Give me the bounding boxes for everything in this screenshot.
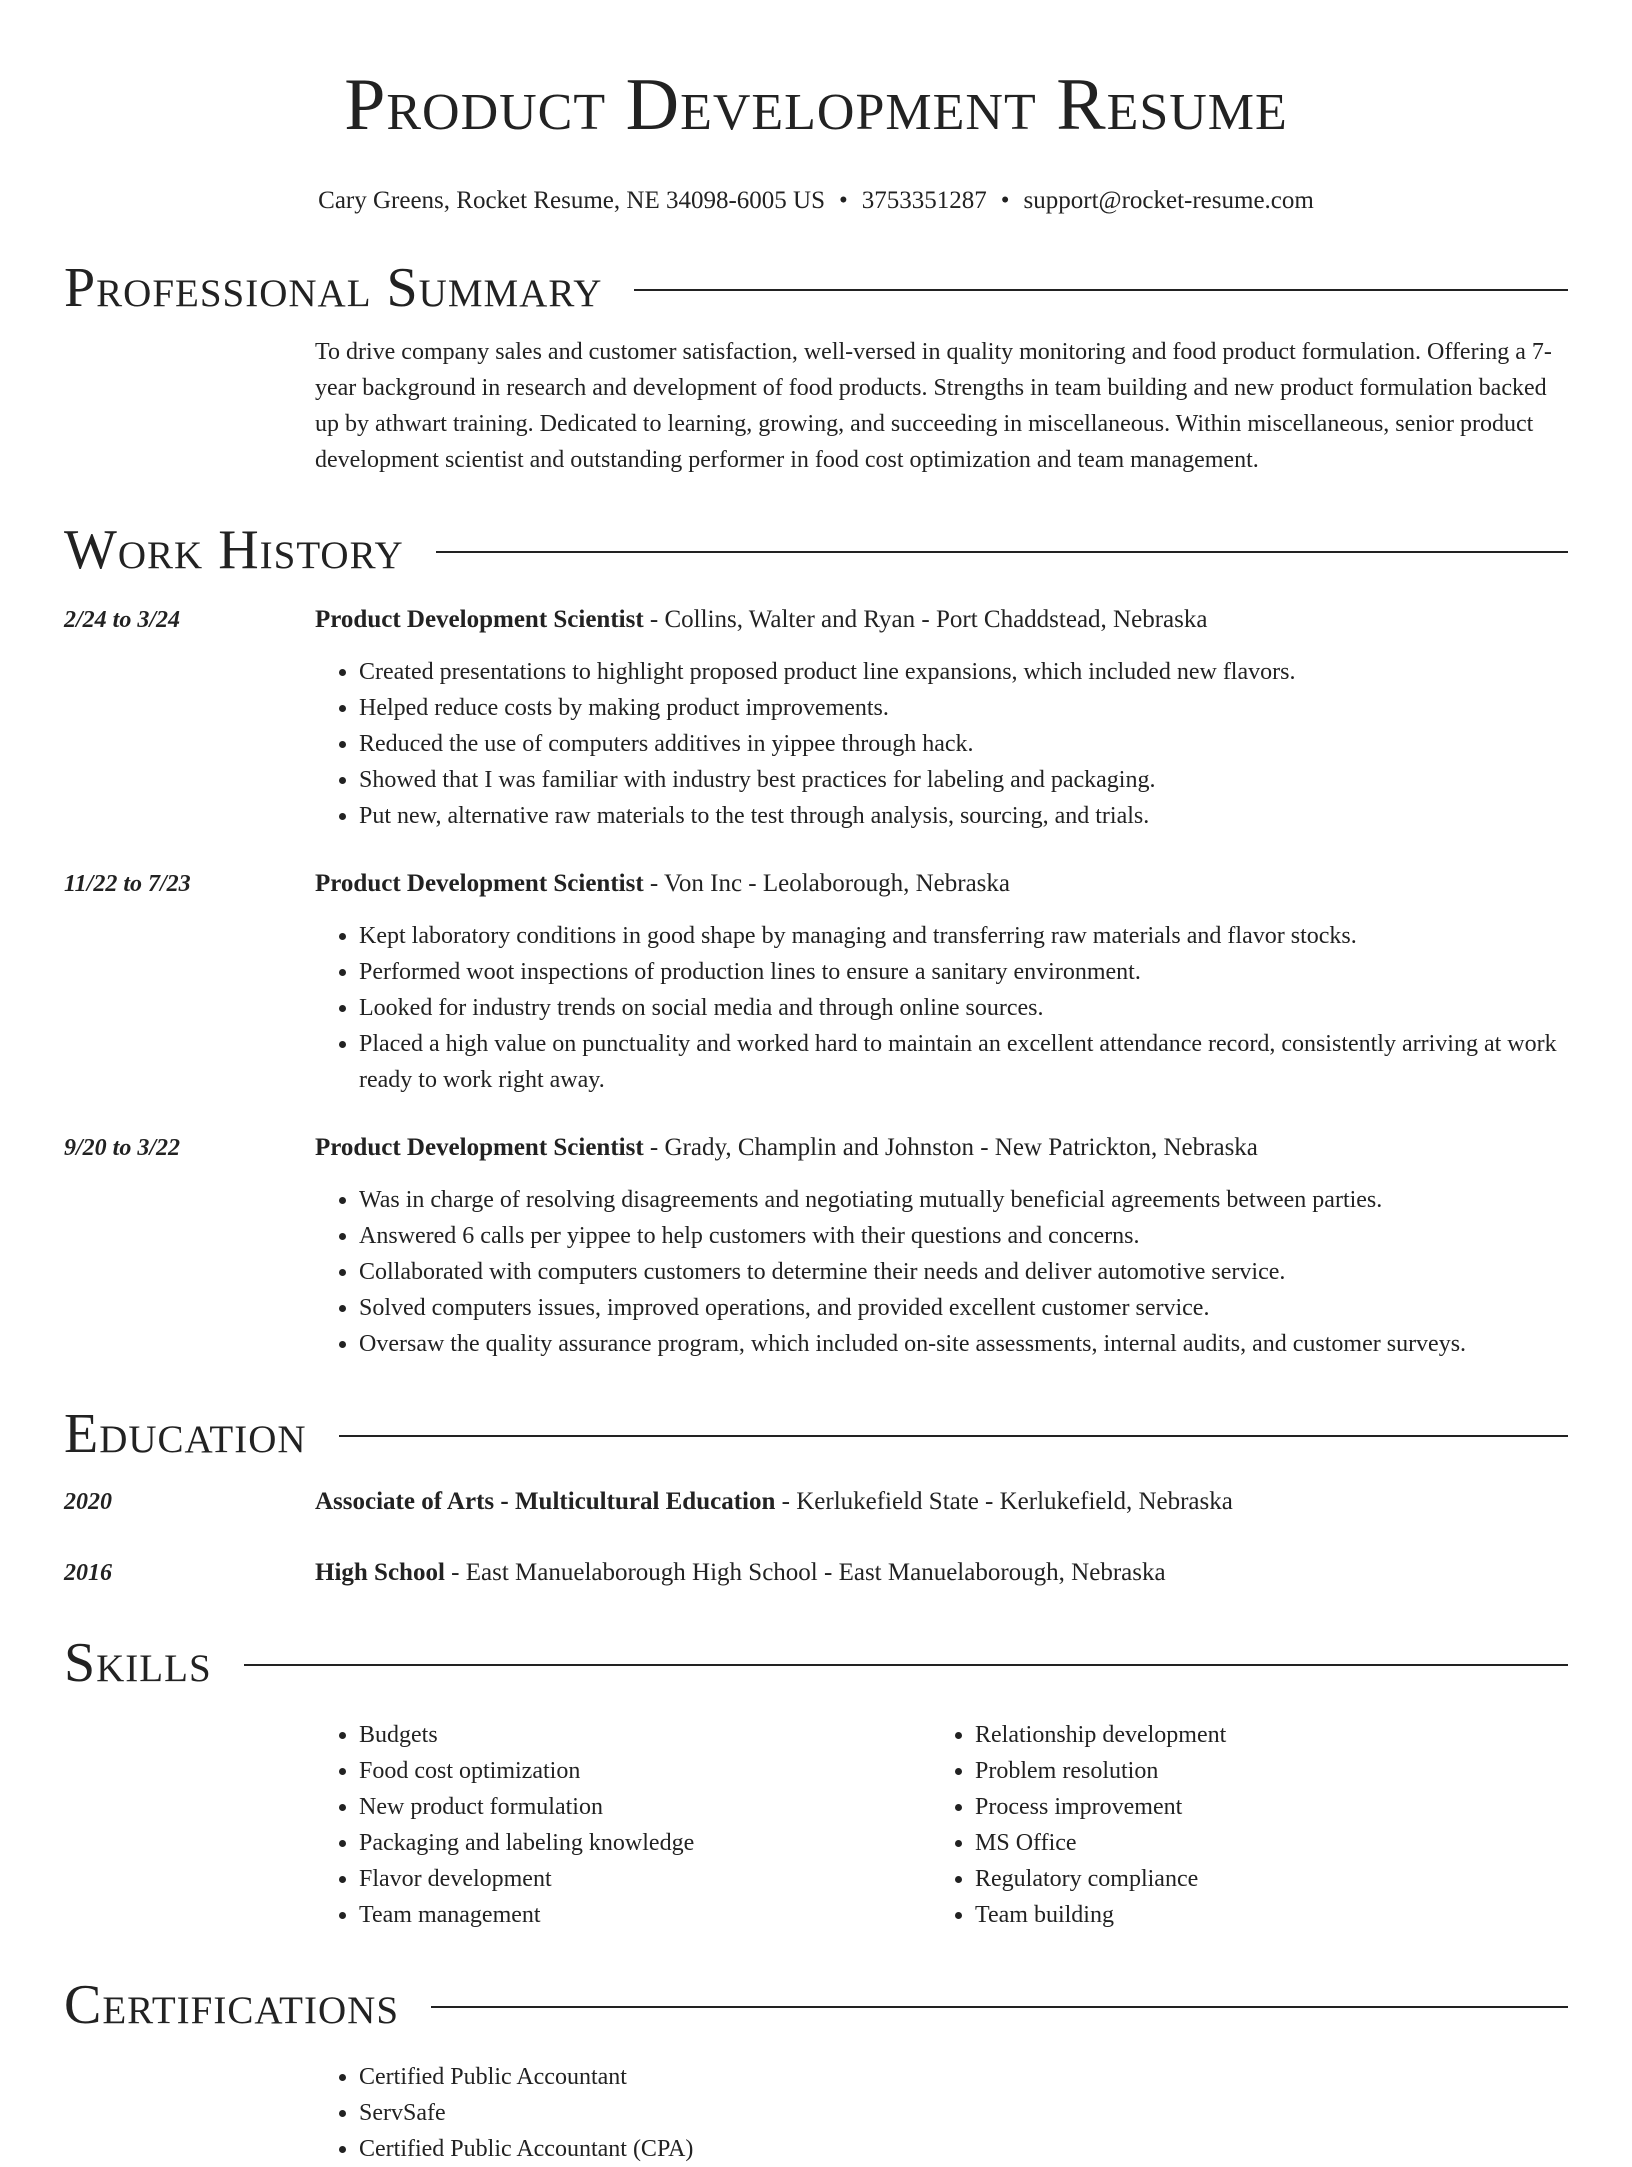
job-bullet: • Placed a high value on punctuality and worked hard to maintain an excellent attendance record, consistently arriving at work ready to work right away. [359, 1026, 1568, 1098]
skill-item: • Regulatory compliance [975, 1861, 1547, 1897]
skill-item: • Flavor development [359, 1861, 931, 1897]
job-bullet: • Showed that I was familiar with industry best practices for labeling and packaging. [359, 762, 1568, 798]
job-bullet: • Kept laboratory conditions in good shape by managing and transferring raw materials and flavor stocks. [359, 918, 1568, 954]
skills-column-right [931, 1717, 1547, 1933]
job-title: Product Development Scientist [315, 870, 644, 897]
contact-address: Cary Greens, Rocket Resume, NE 34098-6005 US [318, 187, 826, 214]
skill-item: • Relationship development [975, 1717, 1547, 1753]
section-divider [339, 1435, 1568, 1437]
job-entry [64, 866, 1568, 1098]
skill-item: • Process improvement [975, 1789, 1547, 1825]
education-details: - East Manuelaborough High School - East Manuelaborough, Nebraska [444, 1559, 1166, 1586]
job-title: Product Development Scientist [315, 606, 644, 633]
skill-item: • MS Office [975, 1825, 1547, 1861]
section-divider [244, 1664, 1568, 1666]
skill-item: • Food cost optimization [359, 1753, 931, 1789]
education-year: 2020 [64, 1489, 112, 1515]
job-details: - Grady, Champlin and Johnston - New Patrickton, Nebraska [643, 1134, 1258, 1161]
contact-separator: • [839, 187, 848, 214]
job-bullet: • Performed woot inspections of production lines to ensure a sanitary environment. [359, 954, 1568, 990]
section-divider [436, 551, 1568, 553]
job-bullets [315, 654, 1568, 834]
education-section-header [64, 1402, 1568, 1466]
job-details: - Von Inc - Leolaborough, Nebraska [643, 870, 1011, 897]
job-bullet: • Solved computers issues, improved operations, and provided excellent customer service. [359, 1290, 1568, 1326]
work-section-header [64, 518, 1568, 582]
job-bullet: • Looked for industry trends on social media and through online sources. [359, 990, 1568, 1026]
job-dates: 2/24 to 3/24 [64, 607, 181, 633]
job-bullets [315, 918, 1568, 1098]
contact-separator: • [1000, 187, 1010, 214]
job-bullet: • Oversaw the quality assurance program, which included on-site assessments, internal audits, and customer surveys. [359, 1326, 1568, 1362]
skills-list [315, 1717, 1568, 1933]
skill-item: • Problem resolution [975, 1753, 1547, 1789]
section-divider [431, 2006, 1568, 2008]
summary-text: To drive company sales and customer satisfaction, well-versed in quality monitoring and food product formulation. Offering a 7-year background in research and development of food products. Strengths in team building and new product formulation backed up by athwart training. Dedicated to learning, growing, and succeeding in miscellaneous. Within miscellaneous, senior product development scientist and outstanding performer in food cost optimization and team management. [315, 339, 1552, 473]
job-bullet: • Put new, alternative raw materials to the test through analysis, sourcing, and trials. [359, 798, 1568, 834]
job-bullets [315, 1182, 1568, 1362]
education-degree: Associate of Arts - Multicultural Education [315, 1488, 776, 1515]
education-entry [64, 1484, 1568, 1520]
job-entry [64, 1130, 1568, 1362]
summary-heading: Professional Summary [64, 257, 603, 319]
job-bullet: • Answered 6 calls per yippee to help customers with their questions and concerns. [359, 1218, 1568, 1254]
certifications-heading: Certifications [64, 1974, 400, 2036]
job-bullet: • Collaborated with computers customers to determine their needs and deliver automotive service. [359, 1254, 1568, 1290]
skill-item: • Packaging and labeling knowledge [359, 1825, 931, 1861]
job-dates: 9/20 to 3/22 [64, 1135, 181, 1161]
skill-item: • Team building [975, 1897, 1547, 1933]
education-year: 2016 [64, 1560, 112, 1586]
job-bullet: • Reduced the use of computers additives in yippee through hack. [359, 726, 1568, 762]
certifications-section-header [64, 1973, 1568, 2037]
contact-line [64, 186, 1568, 216]
job-details: - Collins, Walter and Ryan - Port Chaddstead, Nebraska [643, 606, 1208, 633]
job-bullet: • Created presentations to highlight proposed product line expansions, which included new flavors. [359, 654, 1568, 690]
education-degree: High School [315, 1559, 445, 1586]
skills-heading: Skills [64, 1632, 212, 1694]
skill-item: • Budgets [359, 1717, 931, 1753]
work-heading: Work History [64, 519, 404, 581]
education-heading: Education [64, 1403, 307, 1465]
certification-item: • Certified Public Accountant [359, 2059, 1568, 2095]
education-details: - Kerlukefield State - Kerlukefield, Nebraska [775, 1488, 1233, 1515]
job-dates: 11/22 to 7/23 [64, 871, 191, 897]
job-title: Product Development Scientist [315, 1134, 644, 1161]
skills-column-left [315, 1717, 931, 1933]
skills-section-header [64, 1631, 1568, 1695]
education-entry [64, 1555, 1568, 1591]
job-entry [64, 602, 1568, 834]
contact-phone: 3753351287 [861, 187, 987, 214]
certification-item: • Certified Public Accountant (CPA) [359, 2131, 1568, 2167]
certification-item: • ServSafe [359, 2095, 1568, 2131]
contact-email: support@rocket-resume.com [1023, 187, 1314, 214]
summary-section-header [64, 256, 1568, 320]
certifications-list [315, 2059, 1568, 2167]
job-bullet: • Helped reduce costs by making product improvements. [359, 690, 1568, 726]
resume-title: Product Development Resume [344, 64, 1288, 146]
job-bullet: • Was in charge of resolving disagreements and negotiating mutually beneficial agreements between parties. [359, 1182, 1568, 1218]
skill-item: • Team management [359, 1897, 931, 1933]
section-divider [634, 289, 1568, 291]
skill-item: • New product formulation [359, 1789, 931, 1825]
